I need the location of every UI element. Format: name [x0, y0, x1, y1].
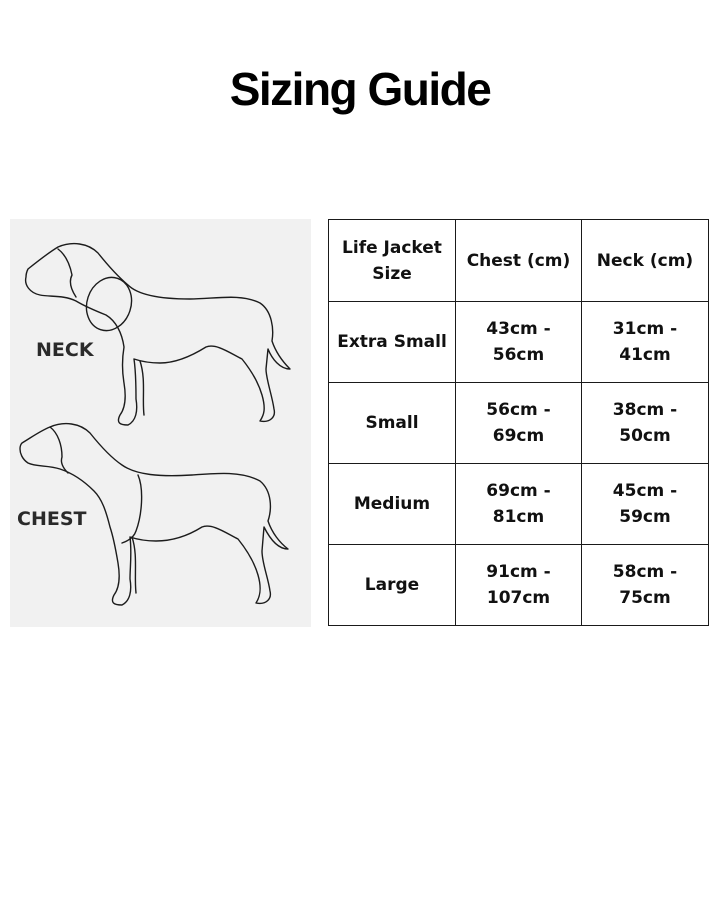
page-title: Sizing Guide: [229, 63, 491, 115]
dog-measurement-illustration: [10, 219, 311, 627]
size-cell: Medium: [329, 464, 456, 545]
sizing-table: [328, 219, 709, 626]
size-cell: Small: [329, 383, 456, 464]
size-cell: Large: [329, 545, 456, 626]
table-row: [329, 545, 709, 626]
table-header-row: [329, 220, 709, 302]
table-row: [329, 302, 709, 383]
dog-outline-icon: [10, 219, 311, 627]
neck-cell: 31cm - 41cm: [582, 302, 709, 383]
table-row: [329, 464, 709, 545]
header-size: Life Jacket Size: [329, 220, 456, 302]
neck-cell: 38cm - 50cm: [582, 383, 709, 464]
chest-cell: 56cm - 69cm: [456, 383, 582, 464]
neck-dog-outline: [26, 244, 290, 425]
chest-cell: 43cm - 56cm: [456, 302, 582, 383]
header-neck: Neck (cm): [582, 220, 709, 302]
size-cell: Extra Small: [329, 302, 456, 383]
chest-label: CHEST: [17, 508, 87, 530]
neck-label: NECK: [36, 339, 94, 361]
neck-cell: 58cm - 75cm: [582, 545, 709, 626]
chest-cell: 69cm - 81cm: [456, 464, 582, 545]
neck-dog-leg: [140, 361, 144, 415]
chest-measure-line: [122, 475, 142, 543]
neck-cell: 45cm - 59cm: [582, 464, 709, 545]
chest-dog-ear: [50, 427, 68, 473]
chest-cell: 91cm - 107cm: [456, 545, 582, 626]
chest-dog-leg: [132, 537, 136, 593]
neck-collar: [80, 272, 139, 337]
table-row: [329, 383, 709, 464]
neck-dog-ear: [58, 249, 76, 297]
header-chest: Chest (cm): [456, 220, 582, 302]
